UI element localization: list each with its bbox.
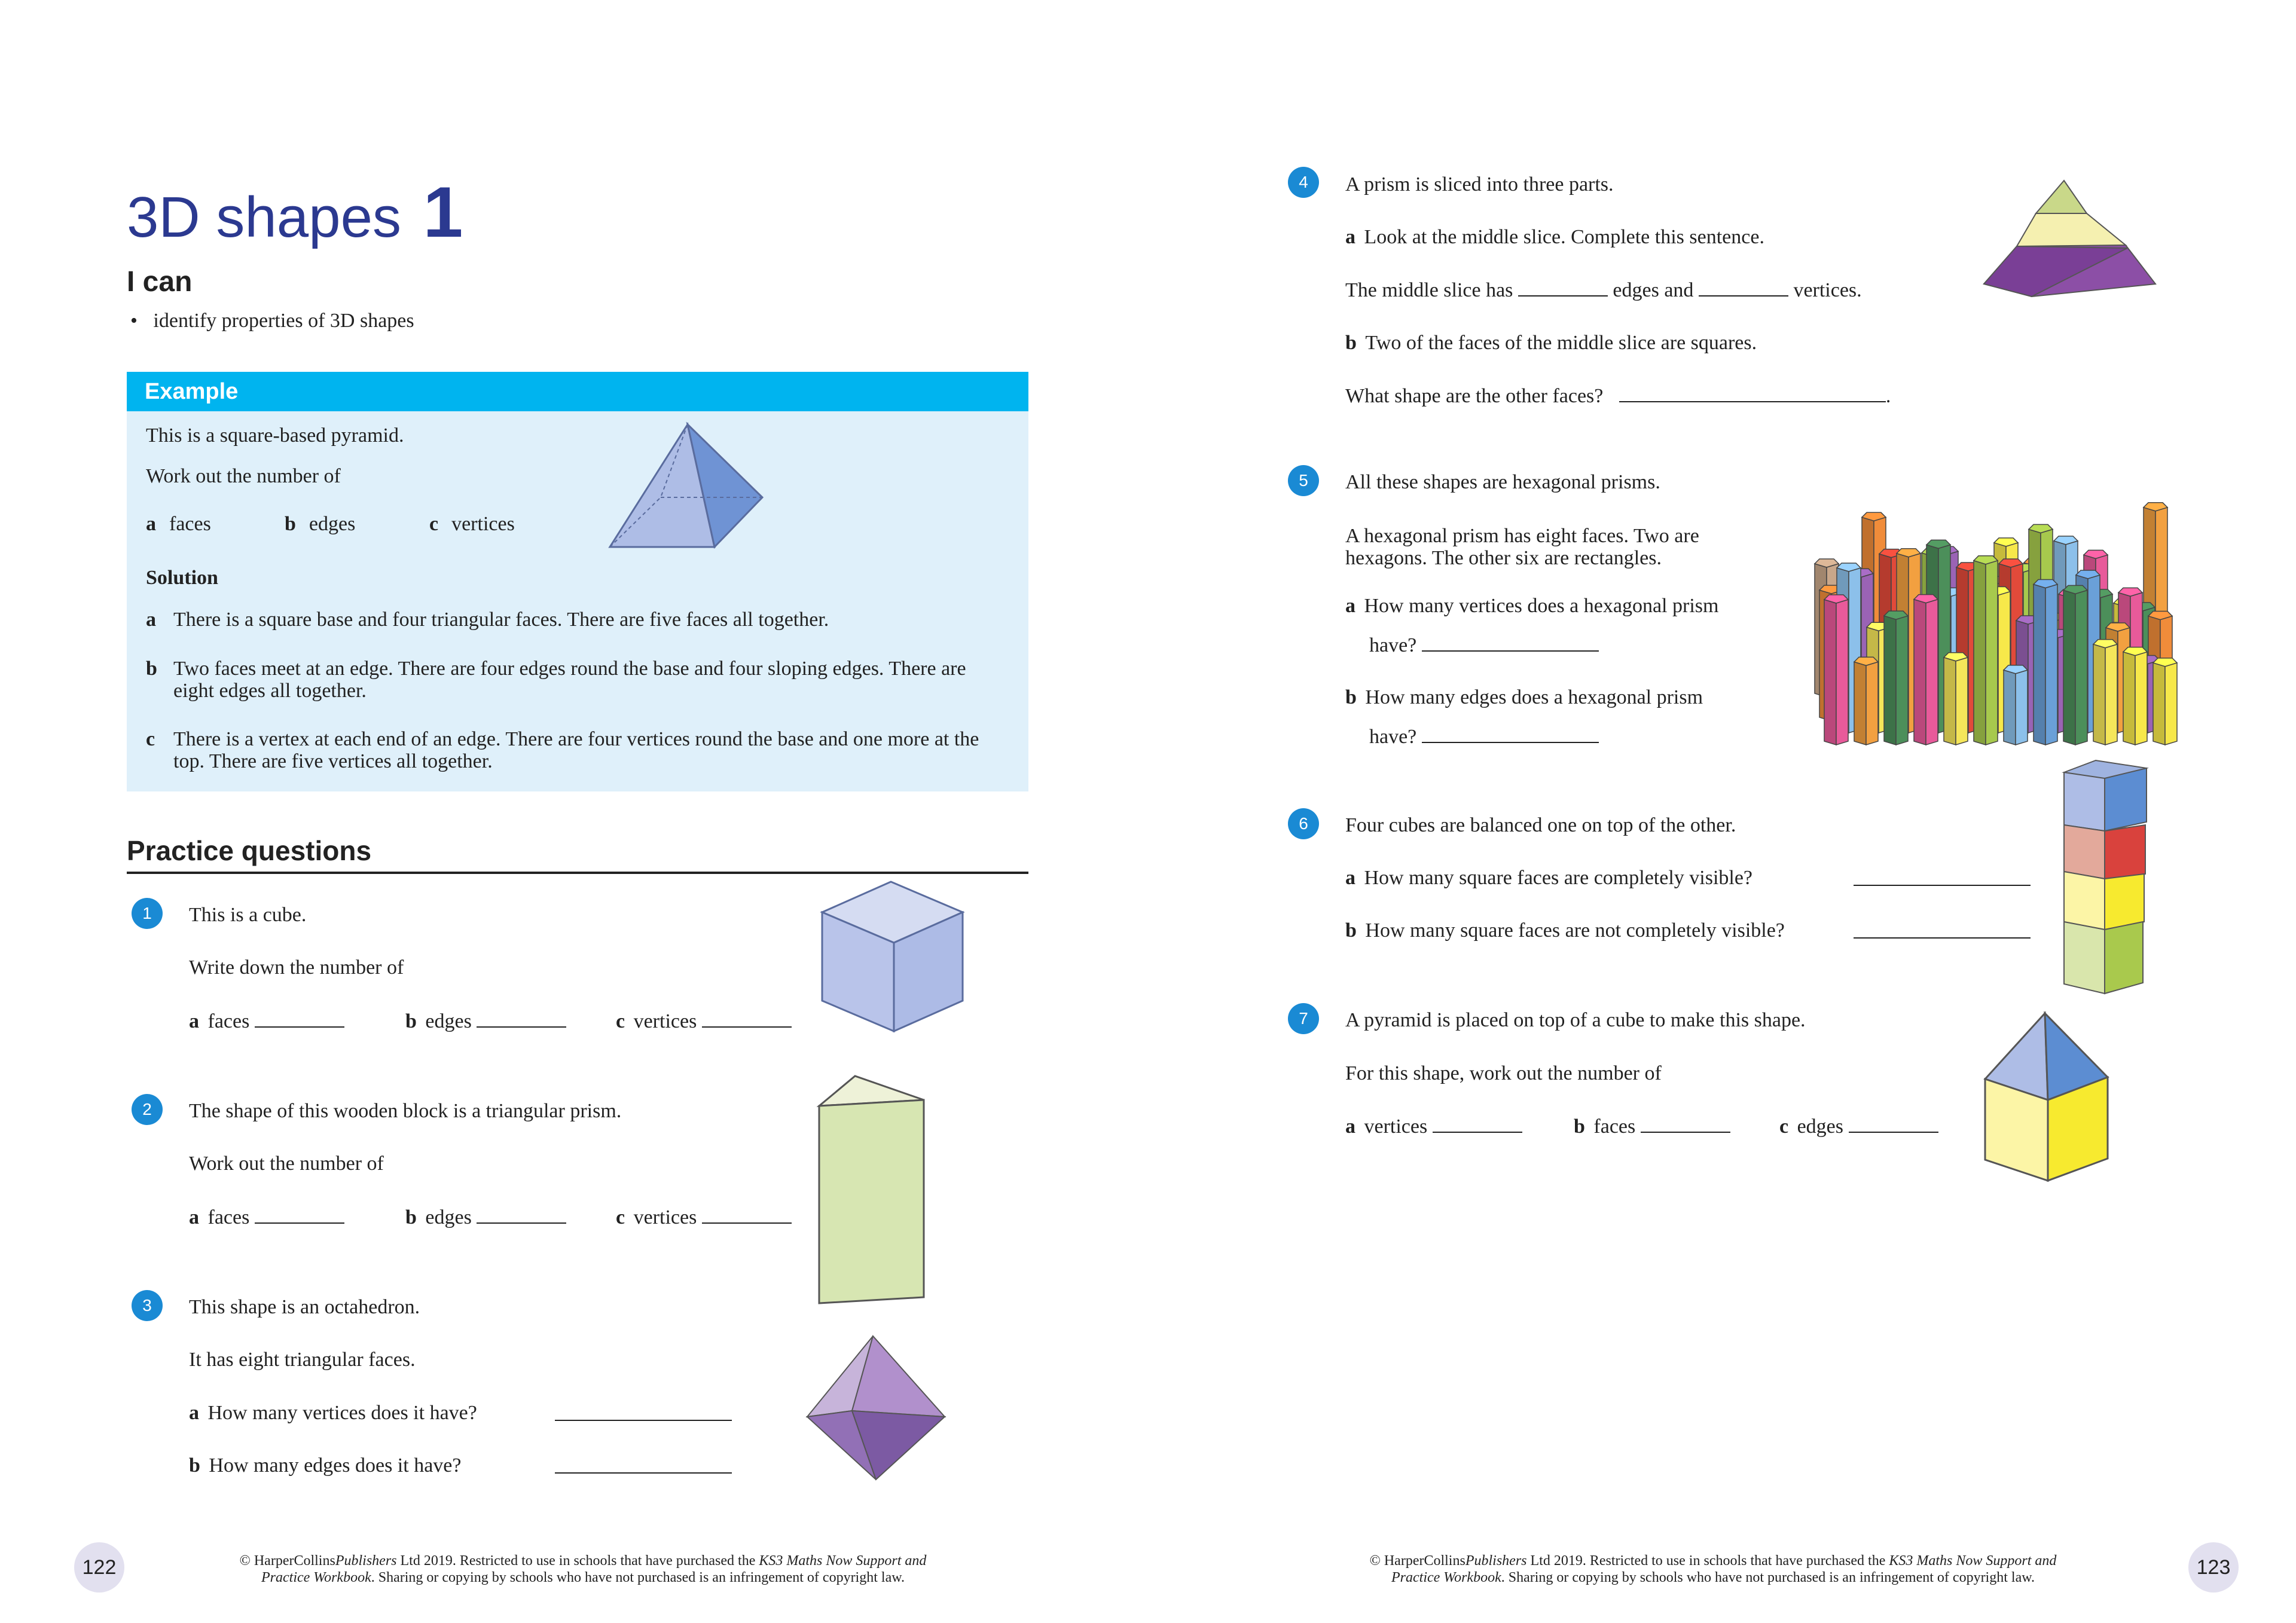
part-text: Two of the faces of the middle slice are squares.: [1365, 332, 1757, 354]
q1-line2: Write down the number of: [189, 956, 404, 979]
copyright-text: Ltd 2019. Restricted to use in schools that have purchased the: [1526, 1553, 1889, 1569]
q4-sentence: [1345, 279, 1862, 301]
cube-face: [2105, 874, 2144, 930]
q3-line2: It has eight triangular faces.: [189, 1349, 416, 1371]
part-letter: a: [189, 1010, 199, 1032]
part-text: edges: [425, 1206, 472, 1228]
hexagonal-prisms-diagram: [1806, 478, 2194, 753]
q5-part-b: [1345, 686, 1703, 708]
copyright-text: KS3 Maths Now Support and: [1889, 1553, 2057, 1569]
prism-face: [1956, 658, 1968, 745]
right-copyright: [1303, 1552, 2123, 1586]
question-number: 7: [1288, 1003, 1319, 1034]
square-pyramid-diagram: [607, 421, 768, 553]
q5-part-a: [1345, 595, 1718, 617]
prism-face: [1866, 662, 1878, 745]
part-letter: b: [1574, 1115, 1585, 1138]
page-title-number: 1: [423, 172, 463, 252]
hexagonal-prism: [1824, 595, 1848, 745]
answer-blank[interactable]: [255, 1010, 344, 1028]
q3-answer-line-b[interactable]: [555, 1472, 732, 1474]
part-letter: c: [616, 1010, 625, 1032]
example-line1: This is a square-based pyramid.: [146, 424, 404, 447]
left-page-number: 122: [74, 1542, 124, 1593]
example-header-bar: [127, 372, 1028, 411]
cube-face: [2105, 768, 2147, 831]
option-text: faces: [169, 513, 211, 535]
answer-blank[interactable]: [477, 1206, 566, 1224]
i-can-bullet: [130, 310, 414, 332]
q4-question: [1345, 384, 1891, 407]
page-title-text: 3D shapes: [127, 185, 401, 249]
cube-face: [2105, 825, 2145, 879]
q2-line1: The shape of this wooden block is a triangular prism.: [189, 1100, 622, 1122]
cube-face: [2064, 825, 2105, 879]
q7-line1: A pyramid is placed on top of a cube to make this shape.: [1345, 1009, 1806, 1031]
part-letter: a: [1345, 1115, 1355, 1138]
answer-blank[interactable]: [477, 1010, 566, 1028]
part-letter: a: [1345, 226, 1355, 248]
part-letter: c: [616, 1206, 625, 1228]
q1-part-c: [616, 1010, 792, 1032]
cube-face: [2105, 922, 2143, 994]
q2-part-b: [405, 1206, 566, 1228]
solution-c-letter: c: [146, 728, 155, 750]
part-letter: b: [405, 1010, 417, 1032]
q2-part-a: [189, 1206, 344, 1228]
prism-face: [2016, 670, 2028, 745]
question-number: 5: [1288, 465, 1319, 496]
q1-part-b: [405, 1010, 566, 1032]
prism-face: [1896, 616, 1908, 745]
copyright-text: Practice Workbook: [261, 1570, 371, 1585]
sliced-prism-diagram: [1979, 179, 2158, 299]
prism-face: [1824, 600, 1836, 745]
page-title: [127, 172, 463, 252]
q3-part-a: [189, 1402, 477, 1424]
question-number: 3: [132, 1290, 163, 1321]
prism-face: [2034, 585, 2045, 745]
q3-answer-line-a[interactable]: [555, 1420, 732, 1421]
q3-part-b: [189, 1454, 461, 1477]
option-letter: b: [285, 513, 296, 535]
copyright-text: KS3 Maths Now Support and: [759, 1553, 927, 1569]
hexagonal-prism: [2034, 580, 2057, 745]
example-option-b: [285, 513, 355, 535]
sentence-text: edges and: [1613, 279, 1694, 301]
hexagonal-prism: [1914, 595, 1938, 745]
cube-diagram: [819, 879, 969, 1034]
prism-front-face: [819, 1100, 924, 1303]
part-letter: a: [1345, 867, 1355, 889]
part-text: How many square faces are not completely visible?: [1365, 919, 1785, 942]
hexagonal-prism: [2153, 658, 2177, 745]
sentence-text: The middle slice has: [1345, 279, 1513, 301]
q2-line2: Work out the number of: [189, 1153, 384, 1175]
part-text: edges: [1797, 1115, 1844, 1138]
answer-blank[interactable]: [1518, 279, 1608, 297]
hexagonal-prism: [1854, 657, 1878, 745]
hexagonal-prism: [1944, 653, 1968, 745]
question-number: 4: [1288, 167, 1319, 198]
example-option-a: [146, 513, 211, 535]
option-letter: a: [146, 513, 156, 535]
copyright-text: Ltd 2019. Restricted to use in schools that have purchased the: [396, 1553, 759, 1569]
q5-part-a-have: [1369, 634, 1599, 656]
prism-face: [1926, 600, 1938, 745]
prism-face: [2165, 663, 2177, 745]
q4-part-b: [1345, 332, 1757, 354]
left-copyright: [173, 1552, 993, 1586]
prism-face: [1884, 616, 1896, 745]
part-letter: a: [1345, 595, 1355, 617]
part-letter: b: [1345, 332, 1357, 354]
hexagonal-prism: [2123, 647, 2147, 745]
part-text: have?: [1369, 726, 1417, 748]
prism-face: [2093, 644, 2105, 745]
part-letter: b: [1345, 686, 1357, 708]
part-letter: b: [405, 1206, 417, 1228]
pyramid-on-cube-diagram: [1982, 1010, 2114, 1184]
answer-blank[interactable]: [1699, 279, 1788, 297]
prism-face: [2004, 670, 2016, 745]
part-text: How many edges does it have?: [209, 1454, 462, 1477]
q6-answer-line-b[interactable]: [1854, 937, 2031, 939]
option-text: vertices: [451, 513, 515, 535]
prism-face: [1986, 561, 1998, 745]
prism-face: [1944, 658, 1956, 745]
q6-part-a: [1345, 867, 1752, 889]
practice-heading: Practice questions: [127, 835, 372, 866]
q7-part-c: [1779, 1115, 1938, 1138]
answer-blank[interactable]: [702, 1206, 792, 1224]
answer-blank[interactable]: [1849, 1115, 1938, 1133]
part-text: Look at the middle slice. Complete this sentence.: [1364, 226, 1764, 248]
q7-part-a: [1345, 1115, 1522, 1138]
solution-b-letter: b: [146, 658, 157, 680]
q5-line2: A hexagonal prism has eight faces. Two are hexagons. The other six are rectangles.: [1345, 525, 1699, 569]
q1-part-a: [189, 1010, 344, 1032]
hexagonal-prism: [1974, 556, 1998, 745]
answer-blank[interactable]: [1433, 1115, 1522, 1133]
part-text: have?: [1369, 634, 1417, 656]
part-letter: b: [1345, 919, 1357, 942]
prism-face: [2123, 652, 2135, 745]
cube-face: [2064, 872, 2105, 930]
question-number: 6: [1288, 808, 1319, 839]
answer-blank[interactable]: [1422, 725, 1599, 743]
q1-line1: This is a cube.: [189, 904, 307, 926]
part-text: How many square faces are completely visible?: [1364, 867, 1753, 889]
part-letter: a: [189, 1206, 199, 1228]
option-text: edges: [309, 513, 356, 535]
copyright-text: . Sharing or copying by schools who have not purchased is an infringement of copyright law.: [371, 1570, 905, 1585]
bullet-icon: •: [130, 310, 138, 332]
octahedron-diagram: [804, 1333, 948, 1483]
solution-b-text: Two faces meet at an edge. There are four edges round the base and four sloping edges. There are eight edges all together.: [173, 658, 966, 702]
question-number: 2: [132, 1094, 163, 1125]
hexagonal-prism: [1884, 611, 1908, 745]
q6-line1: Four cubes are balanced one on top of the other.: [1345, 814, 1736, 836]
i-can-heading: I can: [127, 266, 193, 298]
prism-face: [2135, 652, 2147, 745]
answer-blank[interactable]: [1619, 384, 1886, 402]
solution-a-text: There is a square base and four triangular faces. There are five faces all together.: [173, 609, 829, 631]
part-text: edges: [425, 1010, 472, 1032]
prism-face: [2153, 663, 2165, 745]
stacked-cubes-diagram: [2063, 759, 2147, 998]
part-text: vertices: [1364, 1115, 1428, 1138]
part-text: vertices: [633, 1206, 697, 1228]
part-letter: c: [1779, 1115, 1789, 1138]
cube-face: [2064, 772, 2105, 831]
copyright-text: © HarperCollins: [239, 1553, 335, 1569]
example-option-c: [429, 513, 515, 535]
copyright-text: Publishers: [1465, 1553, 1527, 1569]
part-text: vertices: [633, 1010, 697, 1032]
part-text: How many edges does a hexagonal prism: [1365, 686, 1703, 708]
prism-face: [2075, 590, 2087, 745]
practice-rule: [127, 872, 1028, 874]
i-can-bullet-text: identify properties of 3D shapes: [153, 310, 414, 332]
prism-face: [1914, 600, 1926, 745]
q6-part-b: [1345, 919, 1785, 942]
part-letter: a: [189, 1402, 199, 1424]
q2-part-c: [616, 1206, 792, 1228]
question-end: .: [1885, 385, 1891, 407]
part-text: faces: [207, 1010, 250, 1032]
hexagonal-prism: [2004, 665, 2028, 745]
question-number: 1: [132, 898, 163, 929]
copyright-text: . Sharing or copying by schools who have not purchased is an infringement of copyright law.: [1501, 1570, 2035, 1585]
prism-face: [2063, 590, 2075, 745]
option-letter: c: [429, 513, 439, 535]
prism-face: [2045, 585, 2057, 745]
triangular-prism-diagram: [816, 1073, 930, 1306]
q3-line1: This shape is an octahedron.: [189, 1296, 420, 1318]
q4-part-a: [1345, 226, 1764, 248]
answer-blank[interactable]: [1641, 1115, 1730, 1133]
hexagonal-prism: [2063, 585, 2087, 745]
example-line2: Work out the number of: [146, 465, 341, 487]
answer-blank[interactable]: [255, 1206, 344, 1224]
q6-answer-line-a[interactable]: [1854, 885, 2031, 886]
q7-part-b: [1574, 1115, 1730, 1138]
hexagonal-prism: [2093, 640, 2117, 745]
copyright-text: Publishers: [335, 1553, 397, 1569]
solution-c-text: There is a vertex at each end of an edge. There are four vertices round the base and one more at the top. There are five vertices all together.: [173, 728, 979, 772]
cube-face: [2064, 922, 2105, 994]
solution-a-letter: a: [146, 609, 156, 631]
part-text: faces: [1593, 1115, 1636, 1138]
prism-face: [1854, 662, 1866, 745]
part-letter: b: [189, 1454, 200, 1477]
copyright-text: © HarperCollins: [1369, 1553, 1465, 1569]
answer-blank[interactable]: [702, 1010, 792, 1028]
prism-face: [1836, 600, 1848, 745]
solution-label: Solution: [146, 567, 218, 589]
question-text: What shape are the other faces?: [1345, 385, 1604, 407]
q4-line1: A prism is sliced into three parts.: [1345, 173, 1614, 195]
answer-blank[interactable]: [1422, 634, 1599, 652]
copyright-text: Practice Workbook: [1391, 1570, 1501, 1585]
q5-part-b-have: [1369, 725, 1599, 748]
example-header: Example: [145, 379, 239, 404]
slice-middle: [2017, 213, 2126, 246]
sentence-text: vertices.: [1793, 279, 1862, 301]
part-text: faces: [207, 1206, 250, 1228]
prism-face: [2105, 644, 2117, 745]
slice-top: [2036, 181, 2087, 213]
right-page-number: 123: [2188, 1542, 2239, 1593]
part-text: How many vertices does a hexagonal prism: [1364, 595, 1719, 617]
q5-line1: All these shapes are hexagonal prisms.: [1345, 471, 1660, 493]
prism-face: [1974, 561, 1986, 745]
q7-line2: For this shape, work out the number of: [1345, 1062, 1662, 1084]
part-text: How many vertices does it have?: [207, 1402, 477, 1424]
